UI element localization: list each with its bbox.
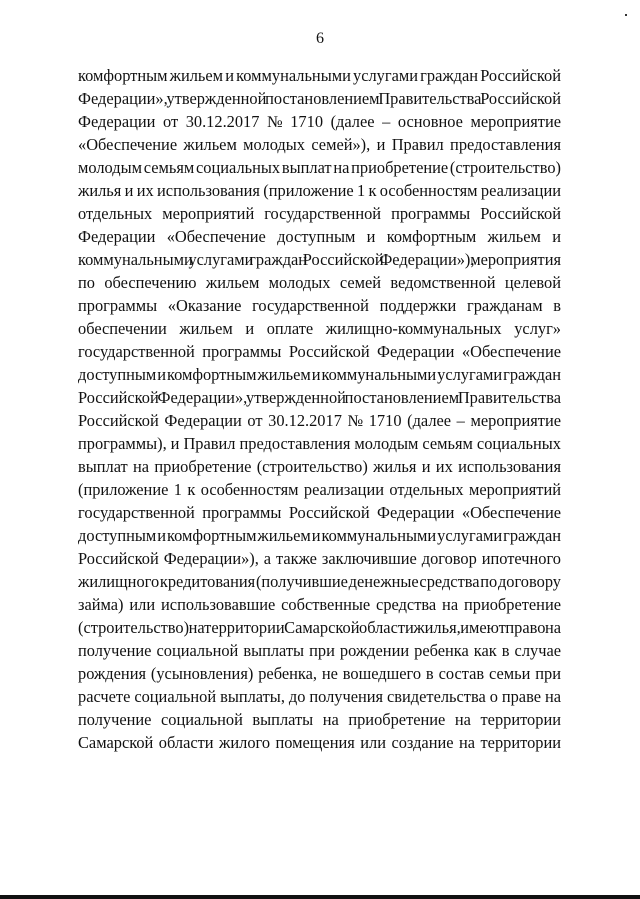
- text-line: Российской Федерации»), а также заключившие договор ипотечного: [78, 549, 561, 568]
- text-line-row: [78, 87, 561, 110]
- text-line: выплат на приобретение (строительство) жилья и их использования: [78, 457, 561, 476]
- text-line: обеспечении жильем и оплате жилищно-коммунальных услуг»: [78, 319, 561, 338]
- text-line-row: [78, 547, 561, 570]
- text-line-row: [78, 156, 561, 179]
- text-line: займа) или использовавшие собственные средства на приобретение: [78, 595, 561, 614]
- text-line: государственной программы Российской Федерации «Обеспечение: [78, 503, 561, 522]
- text-line: жилья и их использования (приложение 1 к особенностям реализации: [78, 181, 561, 200]
- text-line-row: [78, 685, 561, 708]
- text-line-row: [78, 455, 561, 478]
- text-line: коммунальными услугами граждан Российской Федерации»), мероприятия: [78, 250, 561, 269]
- text-line-row: [78, 593, 561, 616]
- text-line: Российской Федерации от 30.12.2017 № 1710 (далее – мероприятие: [78, 411, 561, 430]
- document-body: [78, 64, 561, 754]
- text-line: доступным и комфортным жильем и коммунальными услугами граждан: [78, 526, 561, 545]
- text-line-row: [78, 340, 561, 363]
- text-line-row: [78, 432, 561, 455]
- text-line: получение социальной выплаты на приобретение на территории: [78, 710, 561, 729]
- text-line-row: [78, 248, 561, 271]
- text-line-row: [78, 616, 561, 639]
- text-line: Самарской области жилого помещения или создание на территории: [78, 733, 561, 752]
- text-line: Федерации «Обеспечение доступным и комфортным жильем и: [78, 227, 561, 246]
- text-line: (строительство) на территории Самарской области жилья, имеют право на: [78, 618, 561, 637]
- text-line: молодым семьям социальных выплат на приобретение (строительство): [78, 158, 561, 177]
- text-line-row: [78, 570, 561, 593]
- text-line-row: [78, 202, 561, 225]
- text-line: программы), и Правил предоставления молодым семьям социальных: [78, 434, 561, 453]
- text-line-row: [78, 662, 561, 685]
- text-line: государственной программы Российской Федерации «Обеспечение: [78, 342, 561, 361]
- text-line: жилищного кредитования (получившие денежные средства по договору: [78, 572, 561, 591]
- text-line-row: [78, 731, 561, 754]
- text-line-row: [78, 64, 561, 87]
- text-line: отдельных мероприятий государственной программы Российской: [78, 204, 561, 223]
- text-line-row: [78, 478, 561, 501]
- text-line-row: [78, 708, 561, 731]
- text-line: Федерации от 30.12.2017 № 1710 (далее – основное мероприятие: [78, 112, 561, 131]
- text-line: доступным и комфортным жильем и коммунальными услугами граждан: [78, 365, 561, 384]
- text-line-row: [78, 179, 561, 202]
- text-line: «Обеспечение жильем молодых семей»), и Правил предоставления: [78, 135, 561, 154]
- text-line-row: [78, 501, 561, 524]
- text-line-row: [78, 639, 561, 662]
- text-line-row: [78, 133, 561, 156]
- text-line: получение социальной выплаты при рождении ребенка как в случае: [78, 641, 561, 660]
- text-line-row: [78, 524, 561, 547]
- text-line: Российской Федерации», утвержденной постановлением Правительства: [78, 388, 561, 407]
- text-line: Федерации», утвержденной постановлением Правительства Российской: [78, 89, 561, 108]
- scan-speck: [625, 14, 627, 16]
- text-line-row: [78, 110, 561, 133]
- text-line-row: [78, 294, 561, 317]
- text-line: комфортным жильем и коммунальными услугами граждан Российской: [78, 66, 561, 85]
- text-line-row: [78, 271, 561, 294]
- scan-border: [0, 895, 640, 899]
- text-line: по обеспечению жильем молодых семей ведомственной целевой: [78, 273, 561, 292]
- text-line-row: [78, 409, 561, 432]
- text-line: рождения (усыновления) ребенка, не вошедшего в состав семьи при: [78, 664, 561, 683]
- text-line-row: [78, 363, 561, 386]
- text-line: расчете социальной выплаты, до получения свидетельства о праве на: [78, 687, 561, 706]
- text-line-row: [78, 386, 561, 409]
- text-line-row: [78, 225, 561, 248]
- text-line: (приложение 1 к особенностям реализации отдельных мероприятий: [78, 480, 561, 499]
- text-line-row: [78, 317, 561, 340]
- text-line: программы «Оказание государственной поддержки гражданам в: [78, 296, 561, 315]
- page-number: 6: [316, 30, 324, 47]
